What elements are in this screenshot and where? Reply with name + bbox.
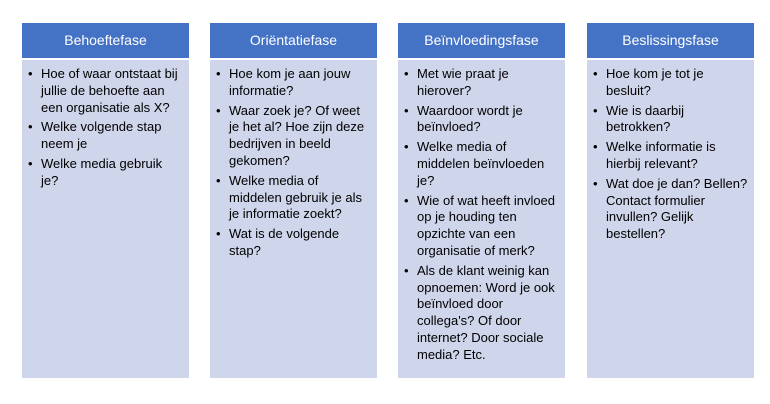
question-list <box>402 66 559 364</box>
question-item <box>214 103 371 170</box>
bullet-icon: • <box>593 102 598 118</box>
bullet-icon: • <box>593 139 598 155</box>
bullet-icon: • <box>216 102 221 118</box>
question-item <box>402 103 559 137</box>
question-item <box>26 119 183 153</box>
question-text: Waar zoek je? Of weet je het al? Hoe zijn deze bedrijven in beeld gekomen? <box>229 102 365 168</box>
bullet-icon: • <box>593 66 598 81</box>
question-text: Als de klant weinig kan opnoemen: Word je ook beïnvloed door collega's? Of door internet? Door sociale media? Etc. <box>417 262 555 362</box>
question-item <box>402 193 559 260</box>
phase-behoefte <box>22 23 189 378</box>
phase-questions <box>210 60 377 378</box>
question-text: Met wie praat je hierover? <box>417 66 509 98</box>
question-item <box>214 226 371 260</box>
question-text: Welke informatie is hierbij relevant? <box>606 139 716 171</box>
bullet-icon: • <box>404 139 409 155</box>
question-item <box>591 176 748 243</box>
question-text: Hoe of waar ontstaat bij jullie de behoefte aan een organisatie als X? <box>41 66 178 115</box>
question-item <box>591 139 748 173</box>
bullet-icon: • <box>28 119 33 135</box>
phase-title: Beïnvloedingsfase <box>398 23 565 58</box>
bullet-icon: • <box>593 175 598 191</box>
question-text: Wat doe je dan? Bellen? Contact formulier invullen? Gelijk bestellen? <box>606 175 748 242</box>
bullet-icon: • <box>216 66 221 81</box>
phase-title: Beslissingsfase <box>587 23 754 58</box>
bullet-icon: • <box>216 226 221 242</box>
phase-title: Oriëntatiefase <box>210 23 377 58</box>
phase-title: Behoeftefase <box>22 23 189 58</box>
bullet-icon: • <box>216 172 221 188</box>
question-text: Hoe kom je tot je besluit? <box>606 66 704 98</box>
phase-orientatie <box>210 23 377 378</box>
question-list <box>26 66 183 190</box>
question-list <box>214 66 371 260</box>
bullet-icon: • <box>404 102 409 118</box>
question-item <box>402 139 559 189</box>
question-item <box>26 66 183 116</box>
bullet-icon: • <box>404 192 409 208</box>
phase-questions <box>398 60 565 378</box>
bullet-icon: • <box>404 66 409 81</box>
bullet-icon: • <box>28 66 33 81</box>
question-text: Welke media of middelen beïnvloeden je? <box>417 139 545 188</box>
bullet-icon: • <box>404 262 409 278</box>
question-list <box>591 66 748 243</box>
question-text: Wie is daarbij betrokken? <box>606 102 685 135</box>
question-text: Wie of wat heeft invloed op je houding ten opzichte van een organisatie of merk? <box>417 192 556 258</box>
question-text: Hoe kom je aan jouw informatie? <box>229 66 351 98</box>
question-text: Welke media of middelen gebruik je als je informatie zoekt? <box>229 172 362 222</box>
question-item <box>26 156 183 190</box>
question-text: Wat is de volgende stap? <box>229 226 340 258</box>
question-item <box>591 66 748 100</box>
question-text: Waardoor wordt je beïnvloed? <box>417 102 523 135</box>
bullet-icon: • <box>28 155 33 171</box>
question-text: Welke volgende stap neem je <box>41 119 162 152</box>
question-item <box>402 66 559 100</box>
question-item <box>591 103 748 137</box>
question-item <box>214 173 371 223</box>
phase-questions <box>587 60 754 378</box>
question-item <box>402 263 559 364</box>
question-item <box>214 66 371 100</box>
phase-questions <box>22 60 189 378</box>
phase-beslissing <box>587 23 754 378</box>
phase-beinvloeding <box>398 23 565 378</box>
question-text: Welke media gebruik je? <box>41 155 163 188</box>
